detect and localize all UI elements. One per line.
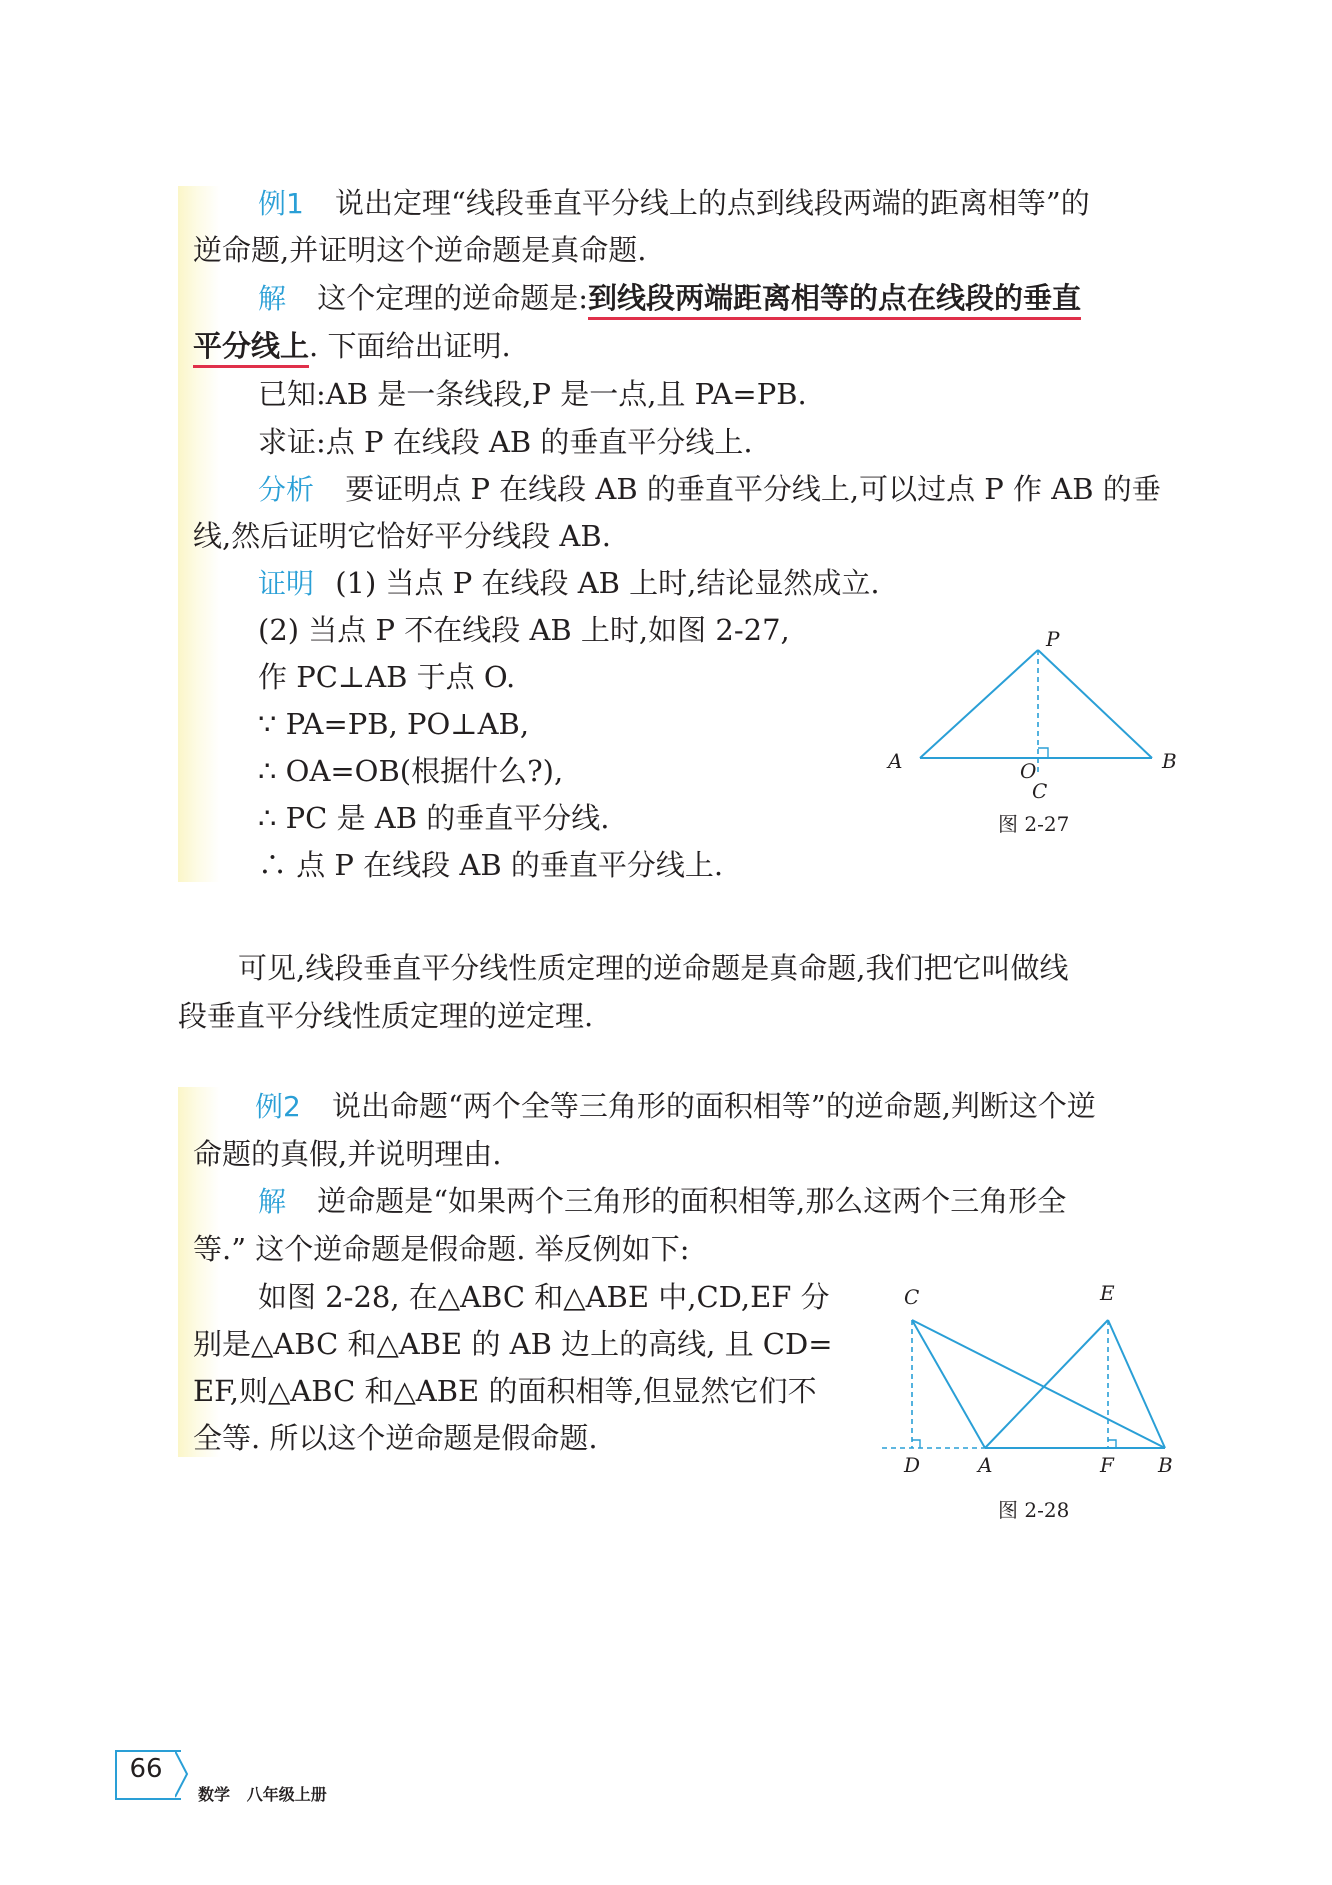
example-2-label: 例2 xyxy=(255,1090,301,1123)
example-1-label: 例1 xyxy=(258,187,304,220)
label-e: E xyxy=(1100,1281,1115,1305)
example-1-question-line-1 xyxy=(258,183,1090,224)
example-1-proof-text-3: 作 PC⊥AB 于点 O. xyxy=(258,660,516,694)
example-1-proof-line-1 xyxy=(258,563,880,604)
example-2-question-text-b: 命题的真假,并说明理由. xyxy=(193,1137,502,1171)
label-b: B xyxy=(1158,1453,1173,1477)
segment-cb xyxy=(912,1320,1165,1448)
example-1-given: 已知:AB 是一条线段,P 是一点,且 PA=PB. xyxy=(258,377,807,411)
example-1-proof-text-5: ∴ OA=OB(根据什么?), xyxy=(258,754,564,788)
example-1-proof-text-1: (1) 当点 P 在线段 AB 上时,结论显然成立. xyxy=(335,566,880,600)
label-d: D xyxy=(904,1453,921,1477)
book-title: 数学 八年级上册 xyxy=(198,1785,327,1804)
example-1-solution-label: 解 xyxy=(258,282,287,315)
right-angle-mark xyxy=(1038,748,1048,758)
label-f: F xyxy=(1100,1453,1114,1477)
segment-eb xyxy=(1108,1320,1165,1448)
segment-ae xyxy=(985,1320,1108,1448)
example-2-solution-line-1 xyxy=(258,1181,1066,1222)
example-2-solution-label: 解 xyxy=(258,1185,287,1218)
figure-2-28 xyxy=(870,1280,1190,1480)
label-c: C xyxy=(1032,779,1048,800)
example-2-question-text-a: 说出命题“两个全等三角形的面积相等”的逆命题,判断这个逆 xyxy=(332,1089,1096,1123)
page-number: 66 xyxy=(129,1754,163,1784)
example-1-prove: 求证:点 P 在线段 AB 的垂直平分线上. xyxy=(258,425,753,459)
example-1-solution-text-b: . 下面给出证明. xyxy=(309,329,511,363)
example-1-analysis-text-a: 要证明点 P 在线段 AB 的垂直平分线上,可以过点 P 作 AB 的垂 xyxy=(345,472,1161,506)
example-2-question-line-1 xyxy=(255,1086,1096,1127)
label-o: O xyxy=(1020,759,1037,783)
example-1-proof-label: 证明 xyxy=(258,567,315,600)
page-tab-notch xyxy=(175,1750,199,1798)
example-1-question-text-a: 说出定理“线段垂直平分线上的点到线段两端的距离相等”的 xyxy=(335,186,1090,220)
example-1-converse-a: 到线段两端距离相等的点在线段的垂直 xyxy=(588,281,1081,320)
label-p: P xyxy=(1046,630,1060,651)
label-c: C xyxy=(904,1285,920,1309)
example-1-solution-text-a: 这个定理的逆命题是: xyxy=(317,281,589,315)
example-2-solution-text-b: 等.” 这个逆命题是假命题. 举反例如下: xyxy=(193,1232,690,1266)
figure-2-27-caption: 图 2-27 xyxy=(998,812,1070,836)
label-b: B xyxy=(1162,749,1177,773)
label-a: A xyxy=(978,1453,993,1477)
right-angle-mark-f xyxy=(1108,1440,1116,1448)
example-1-proof-text-4: ∵ PA=PB, PO⊥AB, xyxy=(258,707,530,741)
example-2-body-2: 别是△ABC 和△ABE 的 AB 边上的高线, 且 CD= xyxy=(193,1327,833,1361)
example-1-question-text-b: 逆命题,并证明这个逆命题是真命题. xyxy=(193,233,647,267)
figure-2-27 xyxy=(880,630,1200,800)
example-1-analysis-label: 分析 xyxy=(258,473,315,506)
segment-pa xyxy=(920,650,1038,758)
right-angle-mark-d xyxy=(912,1440,920,1448)
example-2-solution-text-a: 逆命题是“如果两个三角形的面积相等,那么这两个三角形全 xyxy=(317,1184,1067,1218)
label-a: A xyxy=(888,749,903,773)
example-1-proof-text-2: (2) 当点 P 不在线段 AB 上时,如图 2-27, xyxy=(258,613,790,647)
example-2-body-3: EF,则△ABC 和△ABE 的面积相等,但显然它们不 xyxy=(193,1374,817,1408)
paragraph-line-1: 可见,线段垂直平分线性质定理的逆命题是真命题,我们把它叫做线 xyxy=(238,951,1069,985)
example-1-proof-text-6: ∴ PC 是 AB 的垂直平分线. xyxy=(258,801,610,835)
example-1-analysis-line-1 xyxy=(258,469,1161,510)
example-1-solution-line-1 xyxy=(258,278,1081,319)
segment-pb xyxy=(1038,650,1152,758)
paragraph-line-2: 段垂直平分线性质定理的逆定理. xyxy=(178,999,594,1033)
example-1-proof-text-7: ∴ 点 P 在线段 AB 的垂直平分线上. xyxy=(258,848,724,882)
example-2-body-1: 如图 2-28, 在△ABC 和△ABE 中,CD,EF 分 xyxy=(258,1280,830,1314)
example-1-analysis-text-b: 线,然后证明它恰好平分线段 AB. xyxy=(193,519,611,553)
example-1-converse-b: 平分线上 xyxy=(193,329,309,368)
example-1-solution-line-2 xyxy=(193,326,511,366)
example-2-body-4: 全等. 所以这个逆命题是假命题. xyxy=(193,1421,598,1455)
figure-2-28-caption: 图 2-28 xyxy=(998,1498,1070,1522)
